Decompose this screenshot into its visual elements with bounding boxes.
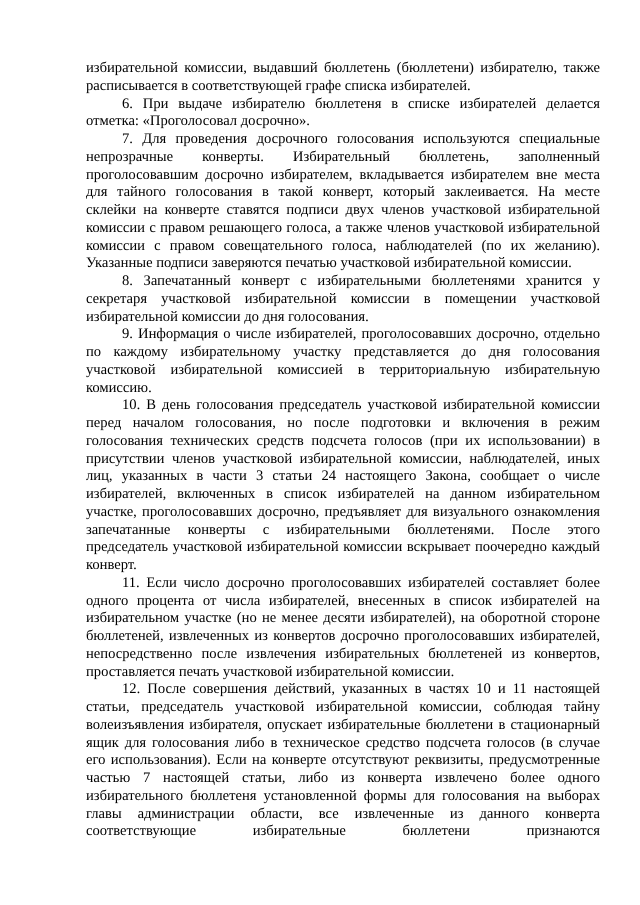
paragraph-item-11: 11. Если число досрочно проголосовавших избирателей составляет более одного процента от числа избирателей, внесенных в список избирателей на избирательном участке (но не менее десяти избирателей), на оборотной стороне бюллетеней, извлеченных из конвертов досрочно проголосовавших избирателей, непосредственно после извлечения избирательных бюллетеней из конвертов, проставляется печать участковой избирательной комиссии.	[86, 574, 600, 680]
paragraph-item-8: 8. Запечатанный конверт с избирательными бюллетенями хранится у секретаря участковой избирательной комиссии в помещении участковой избирательной комиссии до дня голосования.	[86, 273, 600, 325]
document-page	[86, 60, 600, 841]
paragraph-item-12: 12. После совершения действий, указанных в частях 10 и 11 настоящей статьи, председатель участковой избирательной комиссии, соблюдая тайну волеизъявления избирателя, опускает избирательные бюллетени в стационарный ящик для голосования либо в техническое средство подсчета голосов (в случае его использования). Если на конверте отсутствуют реквизиты, предусмотренные частью 7 настоящей статьи, либо из конверта извлечено более одного избирательного бюллетеня установленной формы для голосования на выборах главы администрации области, все извлеченные из данного конверта соответствующие избирательные бюллетени признаются	[86, 681, 600, 840]
paragraph-item-7: 7. Для проведения досрочного голосования используются специальные непрозрачные конверты. Избирательный бюллетень, заполненный проголосовавшим досрочно избирателем, вкладывается избирателем вне места для тайного голосования в такой конверт, который заклеивается. На месте склейки на конверте ставятся подписи двух членов участковой избирательной комиссии с правом решающего голоса, а также членов участковой избирательной комиссии с правом совещательного голоса, наблюдателей (по их желанию). Указанные подписи заверяются печатью участковой избирательной комиссии.	[86, 131, 600, 272]
paragraph-continuation: избирательной комиссии, выдавший бюллетень (бюллетени) избирателю, также расписывается в соответствующей графе списка избирателей.	[86, 60, 600, 94]
paragraph-item-6: 6. При выдаче избирателю бюллетеня в списке избирателей делается отметка: «Проголосовал досрочно».	[86, 95, 600, 130]
paragraph-item-10: 10. В день голосования председатель участковой избирательной комиссии перед началом голосования, но после подготовки и включения в режим голосования технических средств подсчета голосов (при их использовании) в присутствии членов участковой избирательной комиссии, наблюдателей, иных лиц, указанных в части 3 статьи 24 настоящего Закона, сообщает о числе избирателей, включенных в список избирателей на данном избирательном участке, проголосовавших досрочно, предъявляет для визуального ознакомления запечатанные конверты с избирательными бюллетенями. После этого председатель участковой избирательной комиссии вскрывает поочередно каждый конверт.	[86, 397, 600, 573]
paragraph-item-9: 9. Информация о числе избирателей, проголосовавших досрочно, отдельно по каждому избирательному участку представляется до дня голосования участковой избирательной комиссией в территориальную избирательную комиссию.	[86, 326, 600, 396]
